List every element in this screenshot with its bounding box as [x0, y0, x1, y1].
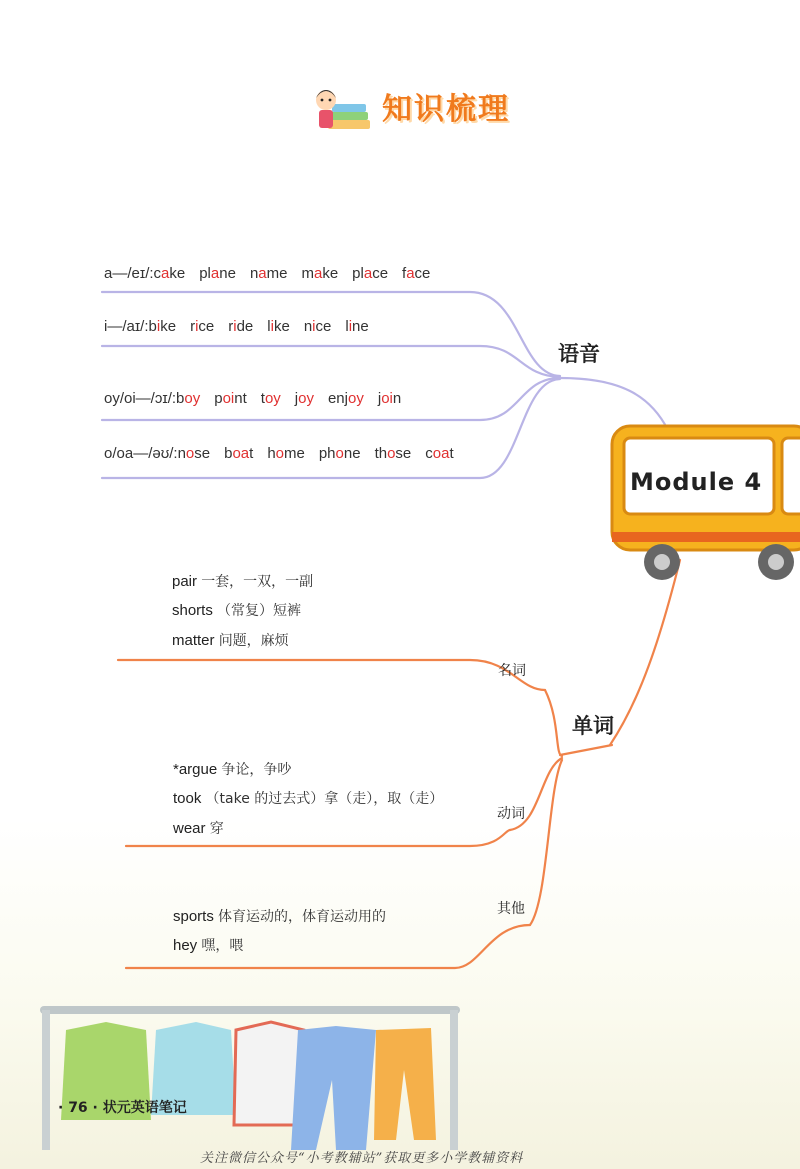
- word-cn: 嘿，喂: [201, 938, 244, 954]
- phonics-word: toy: [260, 390, 281, 407]
- phonics-line-2: [102, 346, 560, 377]
- phonics-sound: o/oa—/əʊ/:: [104, 445, 178, 462]
- highlight-letters: i: [233, 318, 237, 335]
- word-cn: （take 的过去式）拿（走），取（走）: [205, 791, 444, 807]
- highlight-letters: o: [185, 445, 195, 462]
- phonics-word: face: [402, 265, 431, 282]
- highlight-letters: oy: [184, 390, 201, 407]
- bus-icon: [606, 420, 800, 590]
- word-en: took: [173, 790, 202, 807]
- highlight-letters: a: [210, 265, 220, 282]
- clothes-rack-illustration: [36, 1000, 466, 1150]
- phonics-word: enjoy: [327, 390, 364, 407]
- phonics-word: joy: [294, 390, 314, 407]
- word-cn: 体育运动的，体育运动用的: [218, 909, 387, 925]
- word-en: pair: [172, 573, 198, 590]
- phonics-sound: oy/oi—/ɔɪ/:: [104, 390, 177, 407]
- phonics-word: place: [352, 265, 389, 282]
- highlight-letters: o: [335, 445, 344, 462]
- highlight-letters: i: [312, 318, 316, 335]
- word-cn: 穿: [209, 821, 224, 837]
- phonics-word: coat: [425, 445, 454, 462]
- phonics-sound: i—/aɪ/:: [104, 318, 149, 335]
- highlight-letters: oy: [298, 390, 314, 407]
- word-en: hey: [173, 937, 198, 954]
- word-cn: 一套，一双，一副: [201, 574, 314, 590]
- word-en: shorts: [172, 602, 213, 619]
- bus-label: Module 4: [630, 468, 763, 496]
- page-number: · 76 ·: [58, 1100, 98, 1116]
- noun-to-hub: [545, 690, 562, 756]
- phonics-word: join: [377, 390, 402, 407]
- noun-item: [172, 630, 289, 650]
- phonics-word: point: [214, 390, 247, 407]
- highlight-letters: o: [275, 445, 284, 462]
- highlight-letters: oy: [264, 390, 281, 407]
- branch-nouns: 名词: [498, 663, 526, 679]
- footer: [58, 1097, 187, 1117]
- phonics-word: bike: [148, 318, 177, 335]
- phonics-sound: a—/eɪ/:: [104, 265, 154, 282]
- highlight-letters: a: [161, 265, 170, 282]
- other-item: [173, 906, 386, 926]
- highlight-letters: oi: [381, 390, 393, 407]
- noun-line: [118, 660, 545, 690]
- branch-vocabulary: 单词: [572, 714, 614, 738]
- word-cn: （常复）短裤: [217, 603, 302, 619]
- noun-item: [172, 600, 301, 620]
- word-en: matter: [172, 632, 215, 649]
- phonics-row-4: [104, 445, 468, 462]
- verb-item: [173, 788, 443, 808]
- branch-verbs: 动词: [497, 806, 525, 822]
- word-cn: 问题，麻烦: [218, 633, 289, 649]
- footer-note: 关注微信公众号“小考教辅站”获取更多小学教辅资料: [200, 1151, 524, 1166]
- phonics-word: ride: [228, 318, 254, 335]
- highlight-letters: a: [406, 265, 415, 282]
- phonics-word: home: [267, 445, 305, 462]
- phonics-word: make: [301, 265, 339, 282]
- phonics-word: plane: [199, 265, 236, 282]
- verb-item: [173, 818, 224, 838]
- page-title: 知识梳理: [382, 92, 510, 127]
- phonics-row-2: [104, 318, 383, 335]
- branch-pronunciation: 语音: [558, 342, 600, 366]
- highlight-letters: oa: [232, 445, 250, 462]
- other-to-hub: [530, 760, 562, 925]
- highlight-letters: a: [363, 265, 373, 282]
- phonics-word: phone: [318, 445, 361, 462]
- highlight-letters: i: [270, 318, 274, 335]
- word-en: wear: [173, 820, 206, 837]
- phonics-word: cake: [153, 265, 186, 282]
- phonics-word: boat: [224, 445, 254, 462]
- verb-item: [173, 759, 291, 779]
- highlight-letters: a: [313, 265, 323, 282]
- phonics-word: nose: [177, 445, 211, 462]
- word-en: sports: [173, 908, 214, 925]
- book-title: 状元英语笔记: [102, 1100, 187, 1116]
- highlight-letters: i: [156, 318, 161, 335]
- word-cn: 争论，争吵: [221, 762, 292, 778]
- phonics-row-1: [104, 265, 444, 282]
- highlight-letters: a: [258, 265, 267, 282]
- highlight-letters: i: [348, 318, 353, 335]
- highlight-letters: oy: [348, 390, 364, 407]
- phonics-word: rice: [190, 318, 215, 335]
- phonics-word: like: [267, 318, 290, 335]
- highlight-letters: o: [387, 445, 396, 462]
- phonics-word: boy: [176, 390, 201, 407]
- phonics-word: those: [374, 445, 412, 462]
- branch-others: 其他: [497, 901, 525, 917]
- phonics-row-3: [104, 390, 415, 407]
- highlight-letters: oi: [222, 390, 235, 407]
- word-en: *argue: [173, 761, 218, 778]
- phonics-word: name: [249, 265, 288, 282]
- other-item: [173, 935, 243, 955]
- highlight-letters: oa: [432, 445, 450, 462]
- noun-item: [172, 571, 313, 591]
- phonics-word: line: [345, 318, 369, 335]
- phonics-word: nice: [303, 318, 332, 335]
- highlight-letters: i: [195, 318, 199, 335]
- vocab-hub: [560, 745, 612, 755]
